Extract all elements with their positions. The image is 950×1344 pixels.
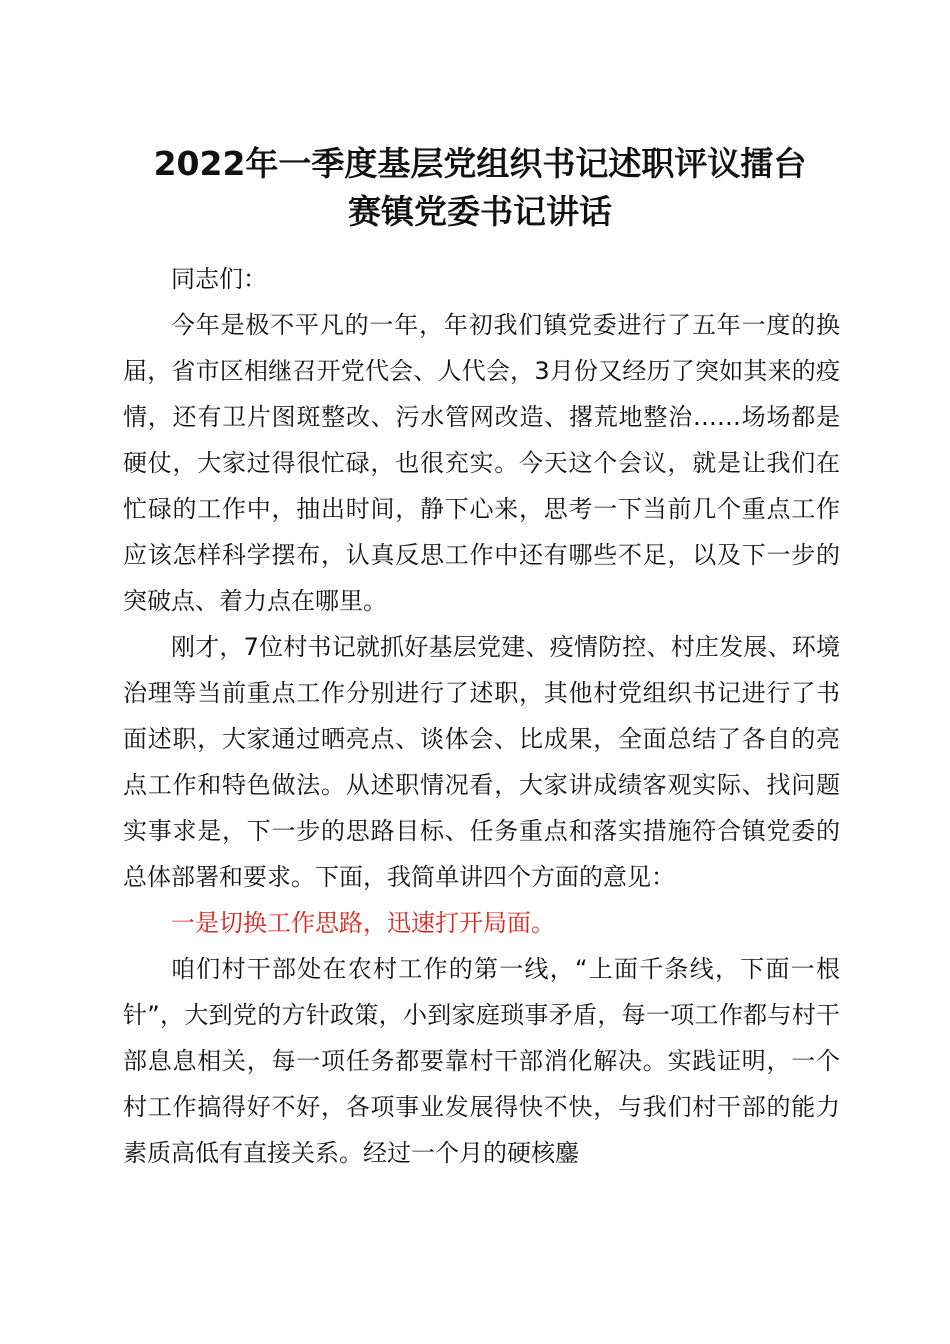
document-body (123, 256, 840, 1176)
title-line-2: 赛镇党委书记讲话 (348, 192, 612, 231)
paragraph-3: 咱们村干部处在农村工作的第一线，“上面千条线，下面一根针”，大到党的方针政策，小到家庭琐事矛盾，每一项工作都与村干部息息相关，每一项任务都要靠村干部消化解决。实践证明，一个村工作搞得好不好，各项事业发展得快不快，与我们村干部的能力素质高低有直接关系。经过一个月的硬核鏖 (123, 955, 840, 1167)
paragraph-2: 刚才，7位村书记就抓好基层党建、疫情防控、村庄发展、环境治理等当前重点工作分别进行了述职，其他村党组织书记进行了书面述职，大家通过晒亮点、谈体会、比成果，全面总结了各自的亮点工作和特色做法。从述职情况看，大家讲成绩客观实际、找问题实事求是，下一步的思路目标、任务重点和落实措施符合镇党委的总体部署和要求。下面，我简单讲四个方面的意见： (123, 633, 840, 891)
section-heading-1: 一是切换工作思路，迅速打开局面。 (171, 909, 555, 937)
greeting: 同志们： (171, 265, 267, 293)
title-line-1: 2022年一季度基层党组织书记述职评议擂台 (153, 144, 807, 183)
document-title (120, 140, 840, 236)
paragraph-1: 今年是极不平凡的一年，年初我们镇党委进行了五年一度的换届，省市区相继召开党代会、人代会，3月份又经历了突如其来的疫情，还有卫片图斑整改、污水管网改造、撂荒地整治……场场都是硬仗，大家过得很忙碌，也很充实。今天这个会议，就是让我们在忙碌的工作中，抽出时间，静下心来，思考一下当前几个重点工作应该怎样科学摆布，认真反思工作中还有哪些不足，以及下一步的突破点、着力点在哪里。 (123, 311, 840, 615)
